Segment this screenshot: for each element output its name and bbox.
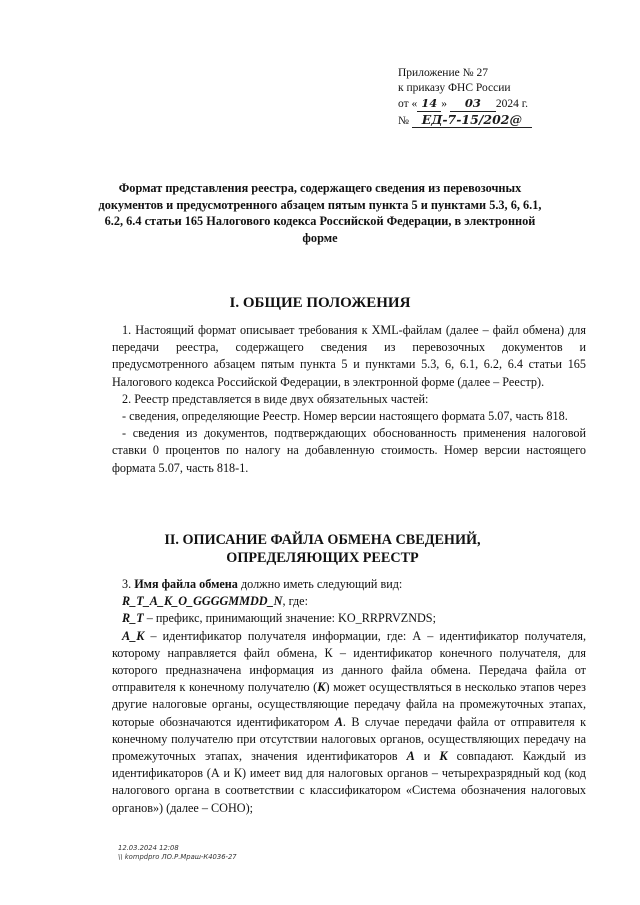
section-1-body	[112, 322, 586, 477]
paragraph-filename-intro	[112, 576, 586, 593]
code-rt: R_T	[122, 611, 144, 626]
document-title: Формат представления реестра, содержащего сведения из перевозочных документов и предусмотренного абзацем пятым пункта 5 и пунктами 5.3, 6, 6.1, 6.2, 6.4 статьи 165 Налогового кодекса Российской Федерации, в электронной форме	[98, 181, 542, 245]
paragraph-filename-pattern	[112, 593, 586, 610]
filename-pattern: R_T_A_K_O_GGGGMMDD_N	[122, 594, 283, 609]
paragraph-1: 1. Настоящий формат описывает требования к XML-файлам (далее – файл обмена) для передачи реестра, содержащего сведения из перевозочных документов и предусмотренного абзацем пятым пункта 5 и пунктами 5.3, 6, 6.1, 6.2, 6.4 статьи 165 Налогового кодекса Российской Федерации, в электронной форме (далее – Реестр).	[112, 323, 586, 389]
paragraph-4: - сведения из документов, подтверждающих обоснованность применения налоговой ставки 0 процентов по налогу на добавленную стоимость. Номер версии настоящего формата 5.07, часть 818-1.	[112, 426, 586, 475]
id-k: К	[439, 749, 448, 764]
section-2-heading: II. ОПИСАНИЕ ФАЙЛА ОБМЕНА СВЕДЕНИЙ, ОПРЕДЕЛЯЮЩИХ РЕЕСТР	[164, 532, 481, 566]
id-k: К	[317, 680, 326, 695]
handwritten-day: 14	[417, 96, 441, 112]
paragraph-2: 2. Реестр представляется в виде двух обязательных частей:	[122, 391, 429, 406]
handwritten-month: 03	[450, 96, 496, 112]
text: должно иметь следующий вид:	[237, 577, 403, 591]
footer-timestamp: 12.03.2024 12:08	[118, 844, 179, 852]
number-prefix: №	[398, 115, 409, 127]
paragraph-identifiers	[112, 628, 586, 817]
id-a: А	[334, 714, 343, 729]
text: и	[414, 749, 440, 764]
code-ak: A_K	[122, 628, 145, 643]
footer-path: \\ kompdpro ЛО.Р.Мраш-К4036-27	[118, 853, 237, 861]
text: совпадают. Каждый из идентификаторов (А и К) имеет вид для налоговых органов – четырехразрядный код (код налогового органа в соответствии с классификатором «Система обозначения налоговых органов») (далее – СОНО);	[112, 749, 586, 815]
text: ) может осуществляться в несколько этапов через другие налоговые органы, осуществляющие передачу файла на промежуточных этапах, которые обозначаются идентификатором	[112, 680, 586, 729]
id-a: А	[406, 749, 415, 764]
term-file-name: Имя файла обмена	[134, 577, 238, 591]
section-2-body	[112, 576, 586, 817]
date-prefix: от «	[398, 98, 418, 110]
paragraph-3: - сведения, определяющие Реестр. Номер версии настоящего формата 5.07, часть 818.	[122, 409, 568, 424]
text: , где:	[282, 594, 308, 609]
date-mid: »	[441, 98, 447, 110]
text: – идентификатор получателя информации, где: А – идентификатор получателя, которому направляется файл обмена, К – идентификатор конечного получателя, для которого предназначена информация из данного файла обмена. Передача файла от отправителя к конечному получателю (	[112, 628, 586, 695]
approval-block	[398, 66, 598, 129]
section-1-heading: I. ОБЩИЕ ПОЛОЖЕНИЯ	[229, 295, 411, 311]
date-year: 2024 г.	[495, 98, 529, 110]
item-number: 3.	[122, 577, 135, 591]
paragraph-prefix	[112, 610, 586, 627]
text: – префикс, принимающий значение: KO_RRPRVZNDS;	[143, 611, 436, 626]
order-number	[398, 112, 598, 129]
order-reference: к приказу ФНС России	[398, 82, 511, 94]
text: . В случае передачи файла от отправителя к конечному получателю при отсутствии налоговых органов, осуществляющих передачу на промежуточных этапах, значения идентификаторов	[112, 714, 587, 764]
handwritten-order-number: ЕД-7-15/202@	[412, 112, 532, 128]
footer-stamp	[118, 844, 237, 862]
appendix-number: Приложение № 27	[398, 67, 488, 79]
order-date	[398, 96, 598, 112]
